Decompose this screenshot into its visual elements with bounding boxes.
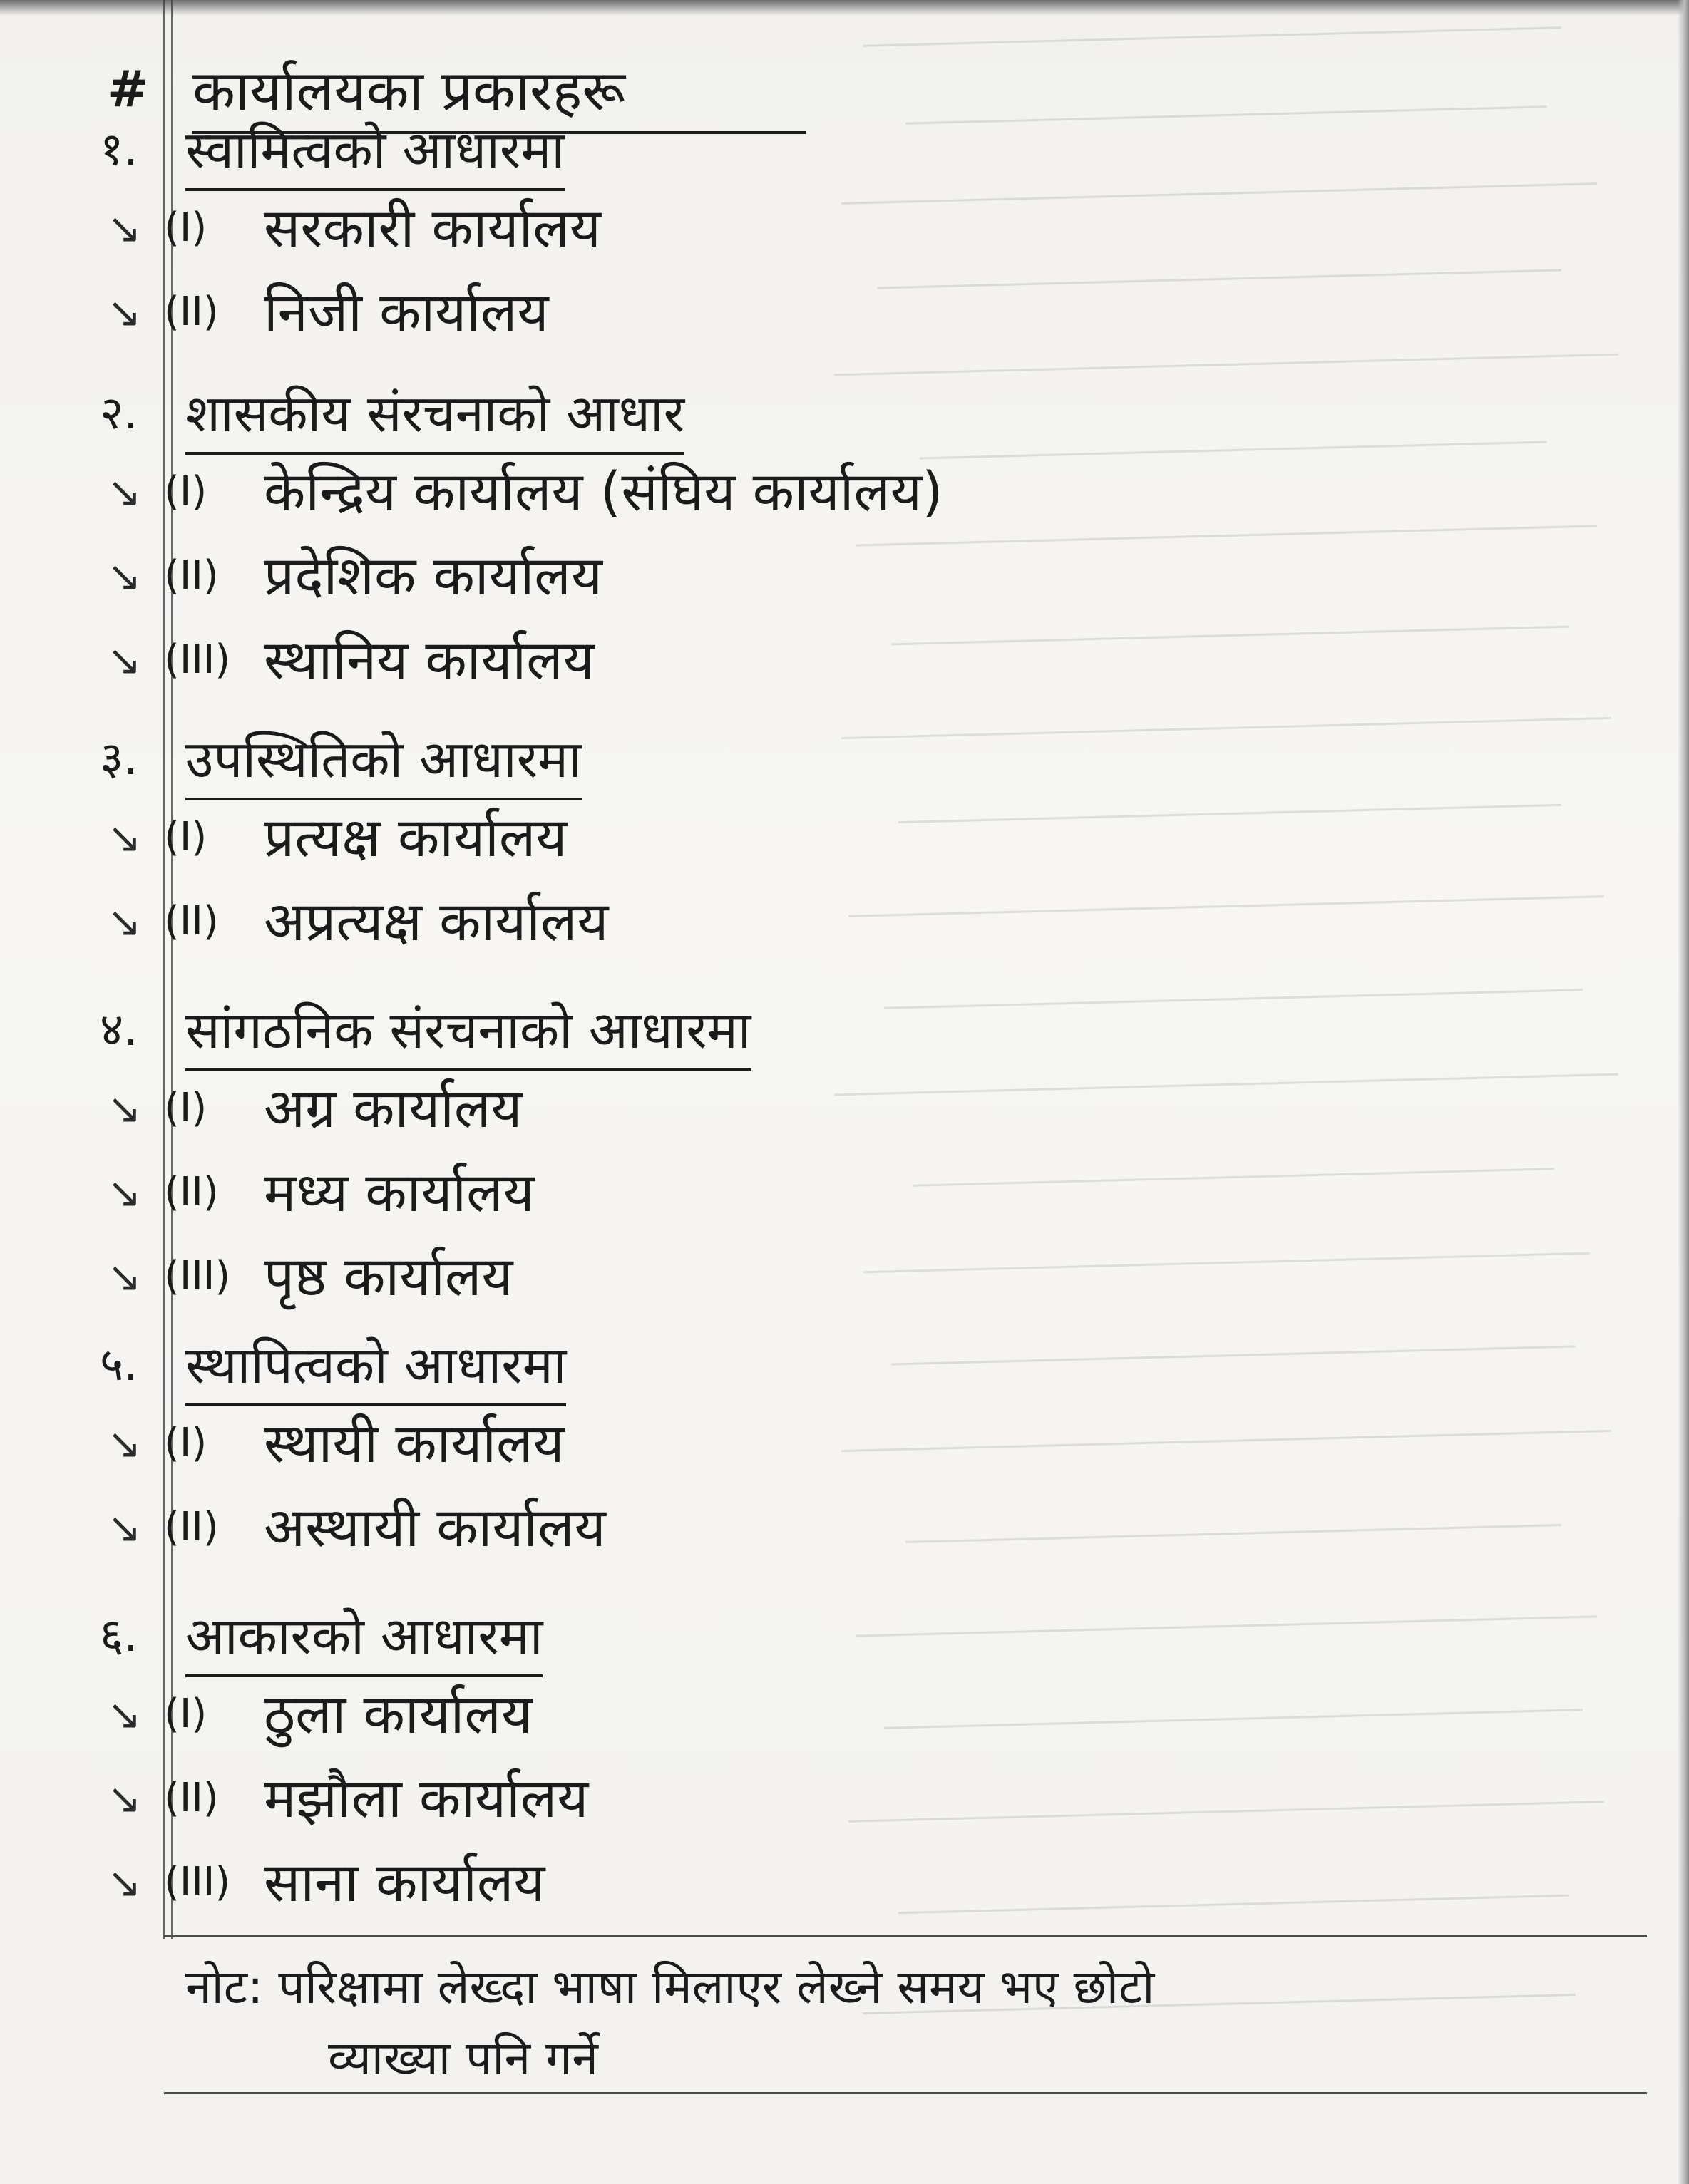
roman-numeral: (II) xyxy=(164,552,219,599)
item-text: सरकारी कार्यालय xyxy=(264,196,601,259)
check-tick-icon: ↘ xyxy=(107,1774,142,1823)
check-tick-icon: ↘ xyxy=(107,552,142,600)
section-number: २. xyxy=(100,387,138,440)
check-tick-icon: ↘ xyxy=(107,1503,142,1552)
roman-numeral: (I) xyxy=(164,468,207,515)
check-tick-icon: ↘ xyxy=(107,1419,142,1468)
check-tick-icon: ↘ xyxy=(107,204,142,252)
roman-numeral: (I) xyxy=(164,1691,207,1737)
roman-numeral: (II) xyxy=(164,1504,219,1550)
item-text: स्थानिय कार्यालय xyxy=(264,628,595,691)
note-line-2: व्याख्या पनि गर्ने xyxy=(328,2031,598,2086)
item-text: अग्र कार्यालय xyxy=(264,1076,523,1140)
page-title: कार्यालयका प्रकारहरू xyxy=(192,57,806,134)
item-text: प्रदेशिक कार्यालय xyxy=(264,544,602,607)
section-title: सांगठनिक संरचनाको आधारमा xyxy=(185,994,751,1071)
note-bottom-rule xyxy=(164,2092,1647,2094)
hash-mark: # xyxy=(107,60,149,118)
item-text: अप्रत्यक्ष कार्यालय xyxy=(264,890,609,953)
check-tick-icon: ↘ xyxy=(107,1858,142,1907)
item-text: निजी कार्यालय xyxy=(264,280,549,344)
section-number: १. xyxy=(100,123,138,176)
item-text: अस्थायी कार्यालय xyxy=(264,1495,606,1559)
check-tick-icon: ↘ xyxy=(107,288,142,336)
section-number: ३. xyxy=(100,733,138,785)
item-text: मझौला कार्यालय xyxy=(264,1766,589,1830)
check-tick-icon: ↘ xyxy=(107,636,142,684)
section-title: आकारको आधारमा xyxy=(185,1600,543,1677)
roman-numeral: (II) xyxy=(164,289,219,335)
section-number: ४. xyxy=(100,1004,138,1056)
check-tick-icon: ↘ xyxy=(107,1084,142,1133)
roman-numeral: (III) xyxy=(164,637,231,683)
section-number: ६. xyxy=(100,1609,138,1662)
check-tick-icon: ↘ xyxy=(107,1252,142,1301)
note-line-1: परिक्षामा लेख्दा भाषा मिलाएर लेख्ने समय भए छोटो xyxy=(278,1959,1155,2014)
roman-numeral: (III) xyxy=(164,1859,231,1905)
item-text: मध्य कार्यालय xyxy=(264,1160,535,1224)
roman-numeral: (II) xyxy=(164,1169,219,1215)
section-title: शासकीय संरचनाको आधार xyxy=(185,378,684,455)
note-top-rule xyxy=(164,1935,1647,1937)
section-title: स्थापित्वको आधारमा xyxy=(185,1329,566,1406)
note-label: नोट: xyxy=(185,1959,264,2014)
check-tick-icon: ↘ xyxy=(107,1690,142,1739)
check-tick-icon: ↘ xyxy=(107,897,142,946)
item-text: ठुला कार्यालय xyxy=(264,1682,533,1746)
roman-numeral: (II) xyxy=(164,1775,219,1821)
roman-numeral: (I) xyxy=(164,814,207,860)
item-text: केन्द्रिय कार्यालय (संघिय कार्यालय) xyxy=(264,460,943,523)
item-text: प्रत्यक्ष कार्यालय xyxy=(264,805,568,869)
check-tick-icon: ↘ xyxy=(107,468,142,516)
roman-numeral: (II) xyxy=(164,898,219,944)
roman-numeral: (III) xyxy=(164,1253,231,1299)
item-text: साना कार्यालय xyxy=(264,1850,545,1914)
roman-numeral: (I) xyxy=(164,205,207,251)
section-number: ५. xyxy=(100,1339,138,1391)
note-block xyxy=(185,1953,1540,2086)
check-tick-icon: ↘ xyxy=(107,1168,142,1217)
roman-numeral: (I) xyxy=(164,1085,207,1131)
roman-numeral: (I) xyxy=(164,1420,207,1466)
check-tick-icon: ↘ xyxy=(107,813,142,862)
item-text: पृष्ठ कार्यालय xyxy=(264,1245,513,1308)
item-text: स्थायी कार्यालय xyxy=(264,1411,565,1475)
section-title: उपस्थितिको आधारमा xyxy=(185,723,582,800)
section-title: स्वामित्वको आधारमा xyxy=(185,114,565,191)
